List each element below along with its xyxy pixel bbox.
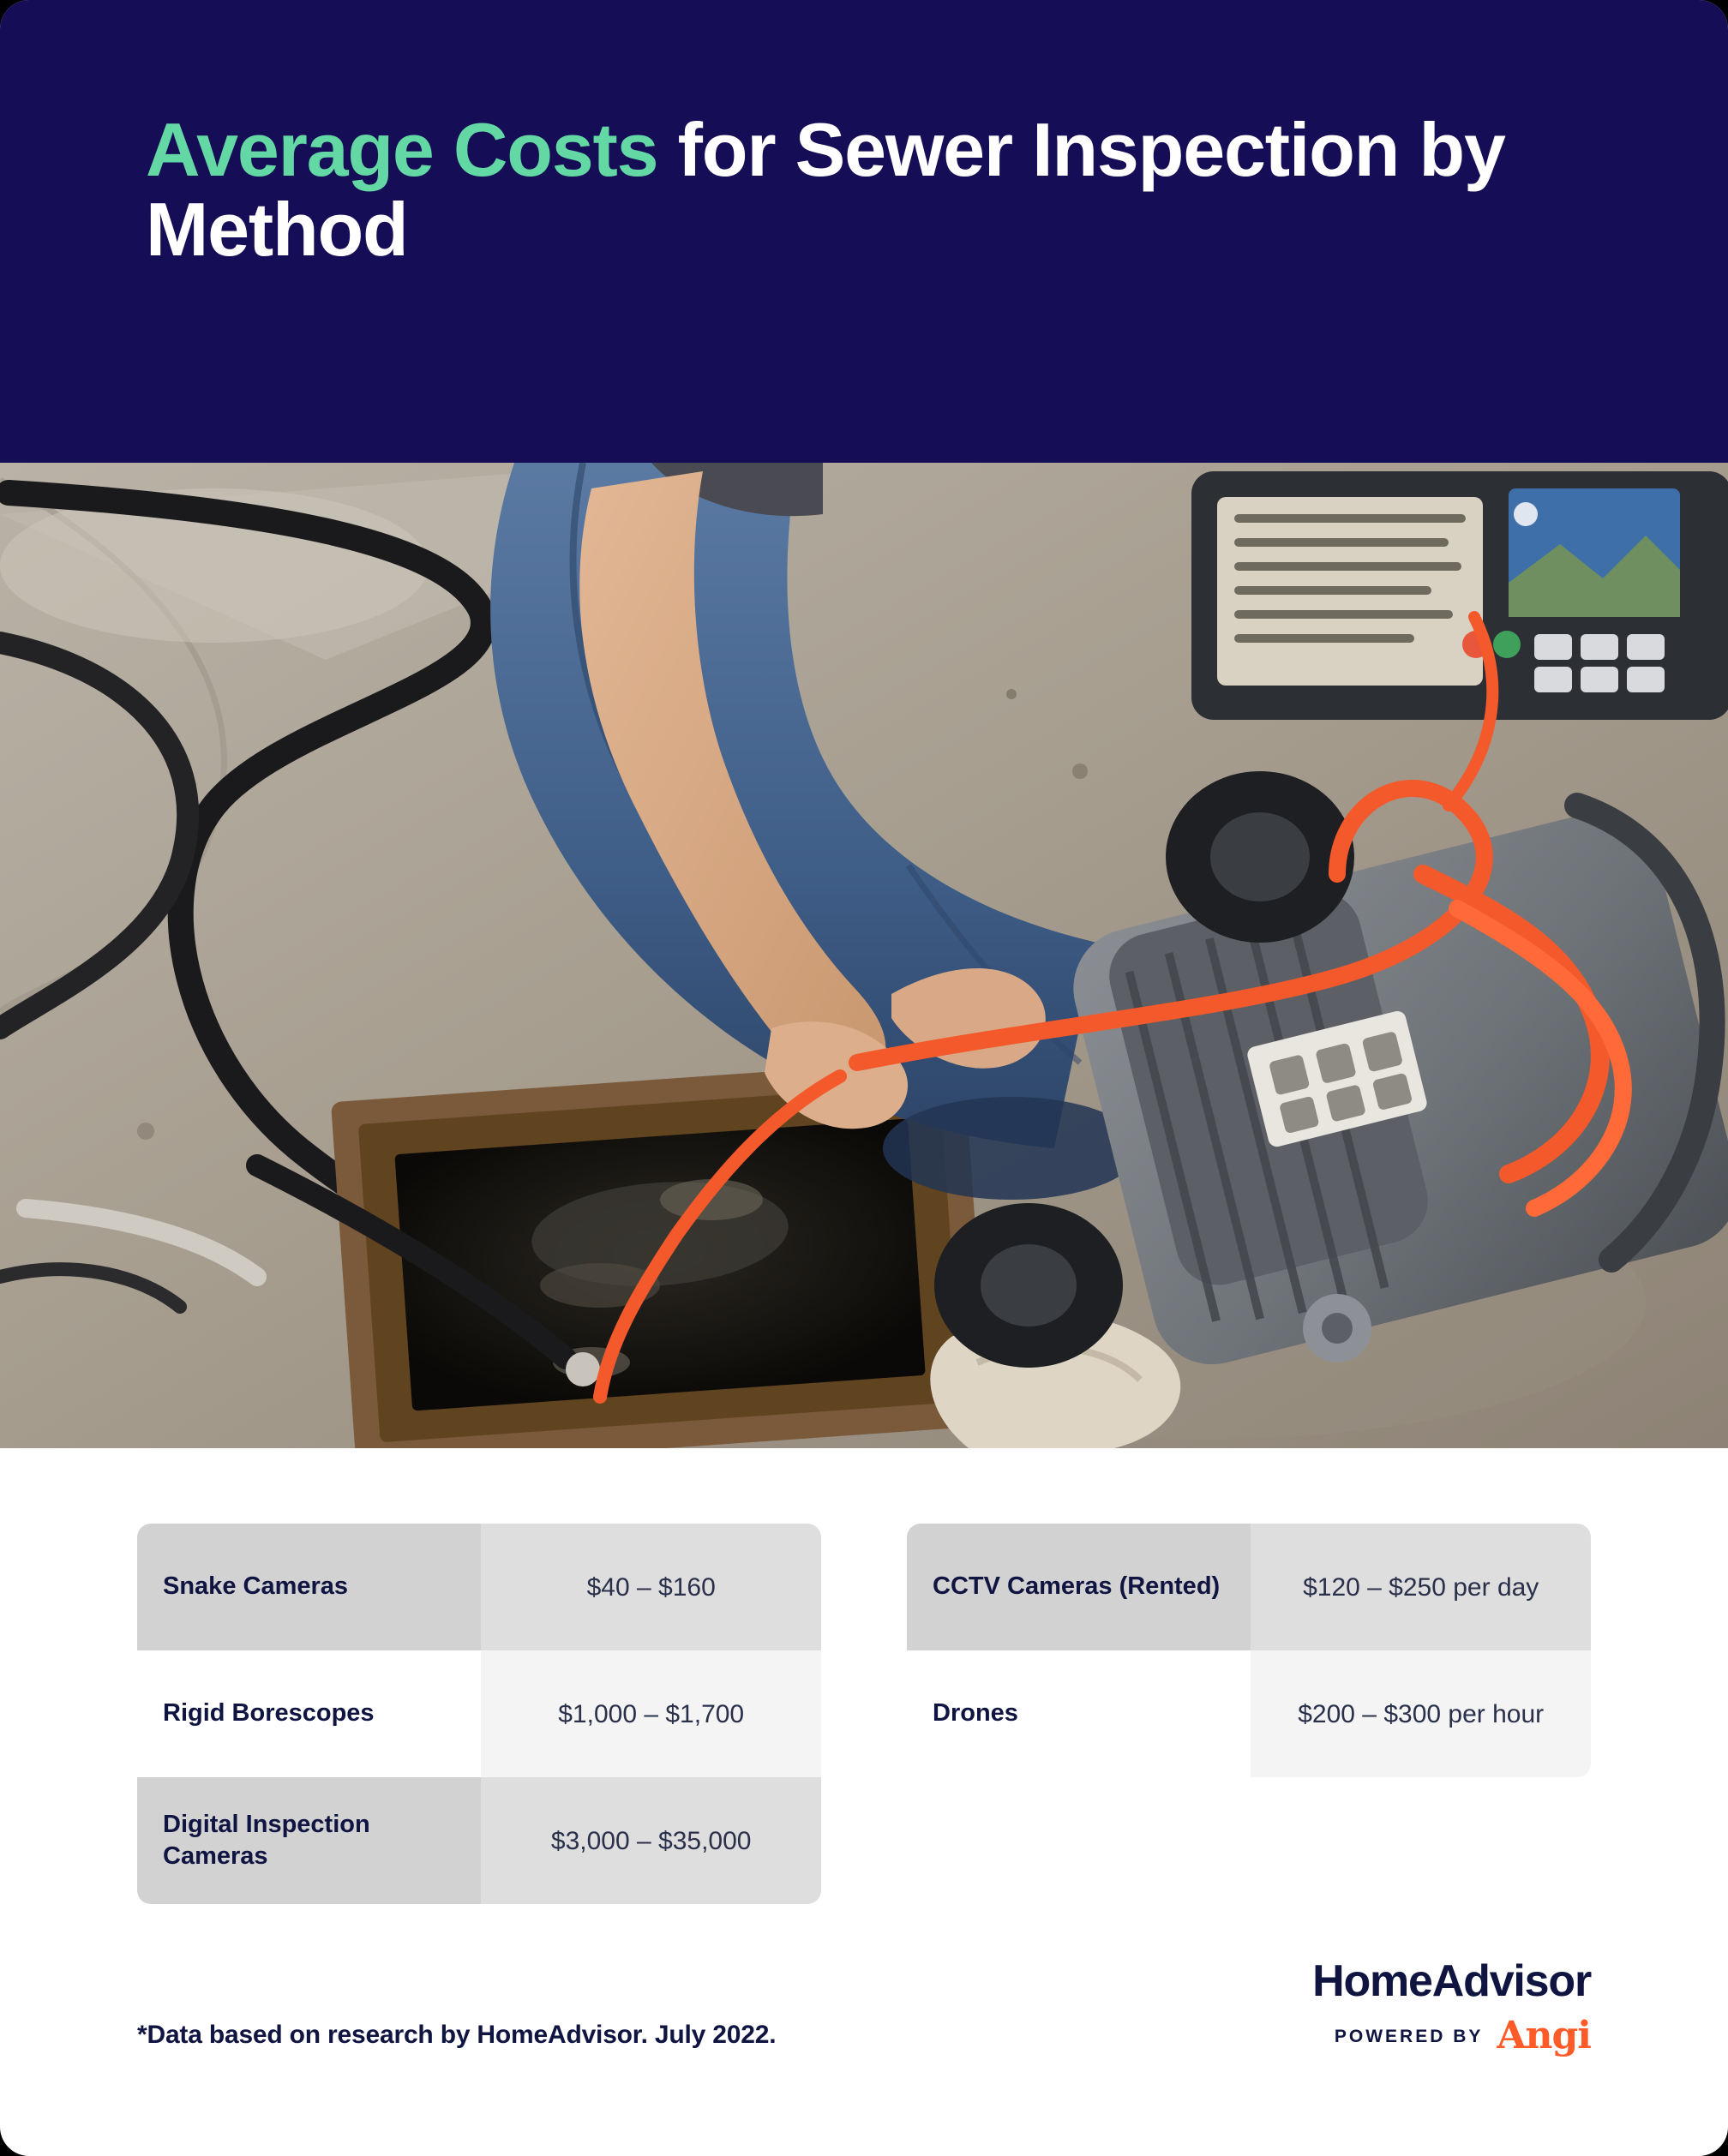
cost-value: $40 – $160 [481, 1524, 821, 1650]
method-label: Drones [907, 1650, 1251, 1777]
method-label: Digital Inspection Cameras [137, 1777, 481, 1904]
hero-photo [0, 463, 1728, 1448]
cost-value: $200 – $300 per hour [1251, 1650, 1591, 1777]
cost-value: $120 – $250 per day [1251, 1524, 1591, 1650]
table-row [137, 1777, 821, 1904]
cost-table-right [907, 1524, 1591, 1904]
angi-logo: Angi [1497, 2014, 1591, 2057]
powered-by-label: POWERED BY [1334, 2026, 1484, 2046]
page-title-rest: for Sewer Inspection by Method [146, 107, 1505, 272]
method-label: Rigid Borescopes [137, 1650, 481, 1777]
cost-value: $1,000 – $1,700 [481, 1650, 821, 1777]
powered-by-row [1312, 2014, 1591, 2057]
method-label: CCTV Cameras (Rented) [907, 1524, 1251, 1650]
table-row [907, 1650, 1591, 1777]
cost-value: $3,000 – $35,000 [481, 1777, 821, 1904]
cost-table-left [137, 1524, 821, 1904]
method-label: Snake Cameras [137, 1524, 481, 1650]
table-row [907, 1524, 1591, 1650]
homeadvisor-logo: HomeAdvisor [1312, 1956, 1591, 2006]
header-banner [0, 0, 1728, 463]
cost-tables [0, 1448, 1728, 1904]
page-title-accent: Average Costs [146, 107, 658, 192]
table-row [137, 1524, 821, 1650]
data-source-note: *Data based on research by HomeAdvisor. July 2022. [137, 2021, 777, 2049]
hero-photo-illustration [0, 463, 1728, 1448]
footer [0, 1956, 1728, 2057]
page-title [146, 107, 1599, 272]
brand-lockup [1312, 1956, 1591, 2057]
table-row [137, 1650, 821, 1777]
